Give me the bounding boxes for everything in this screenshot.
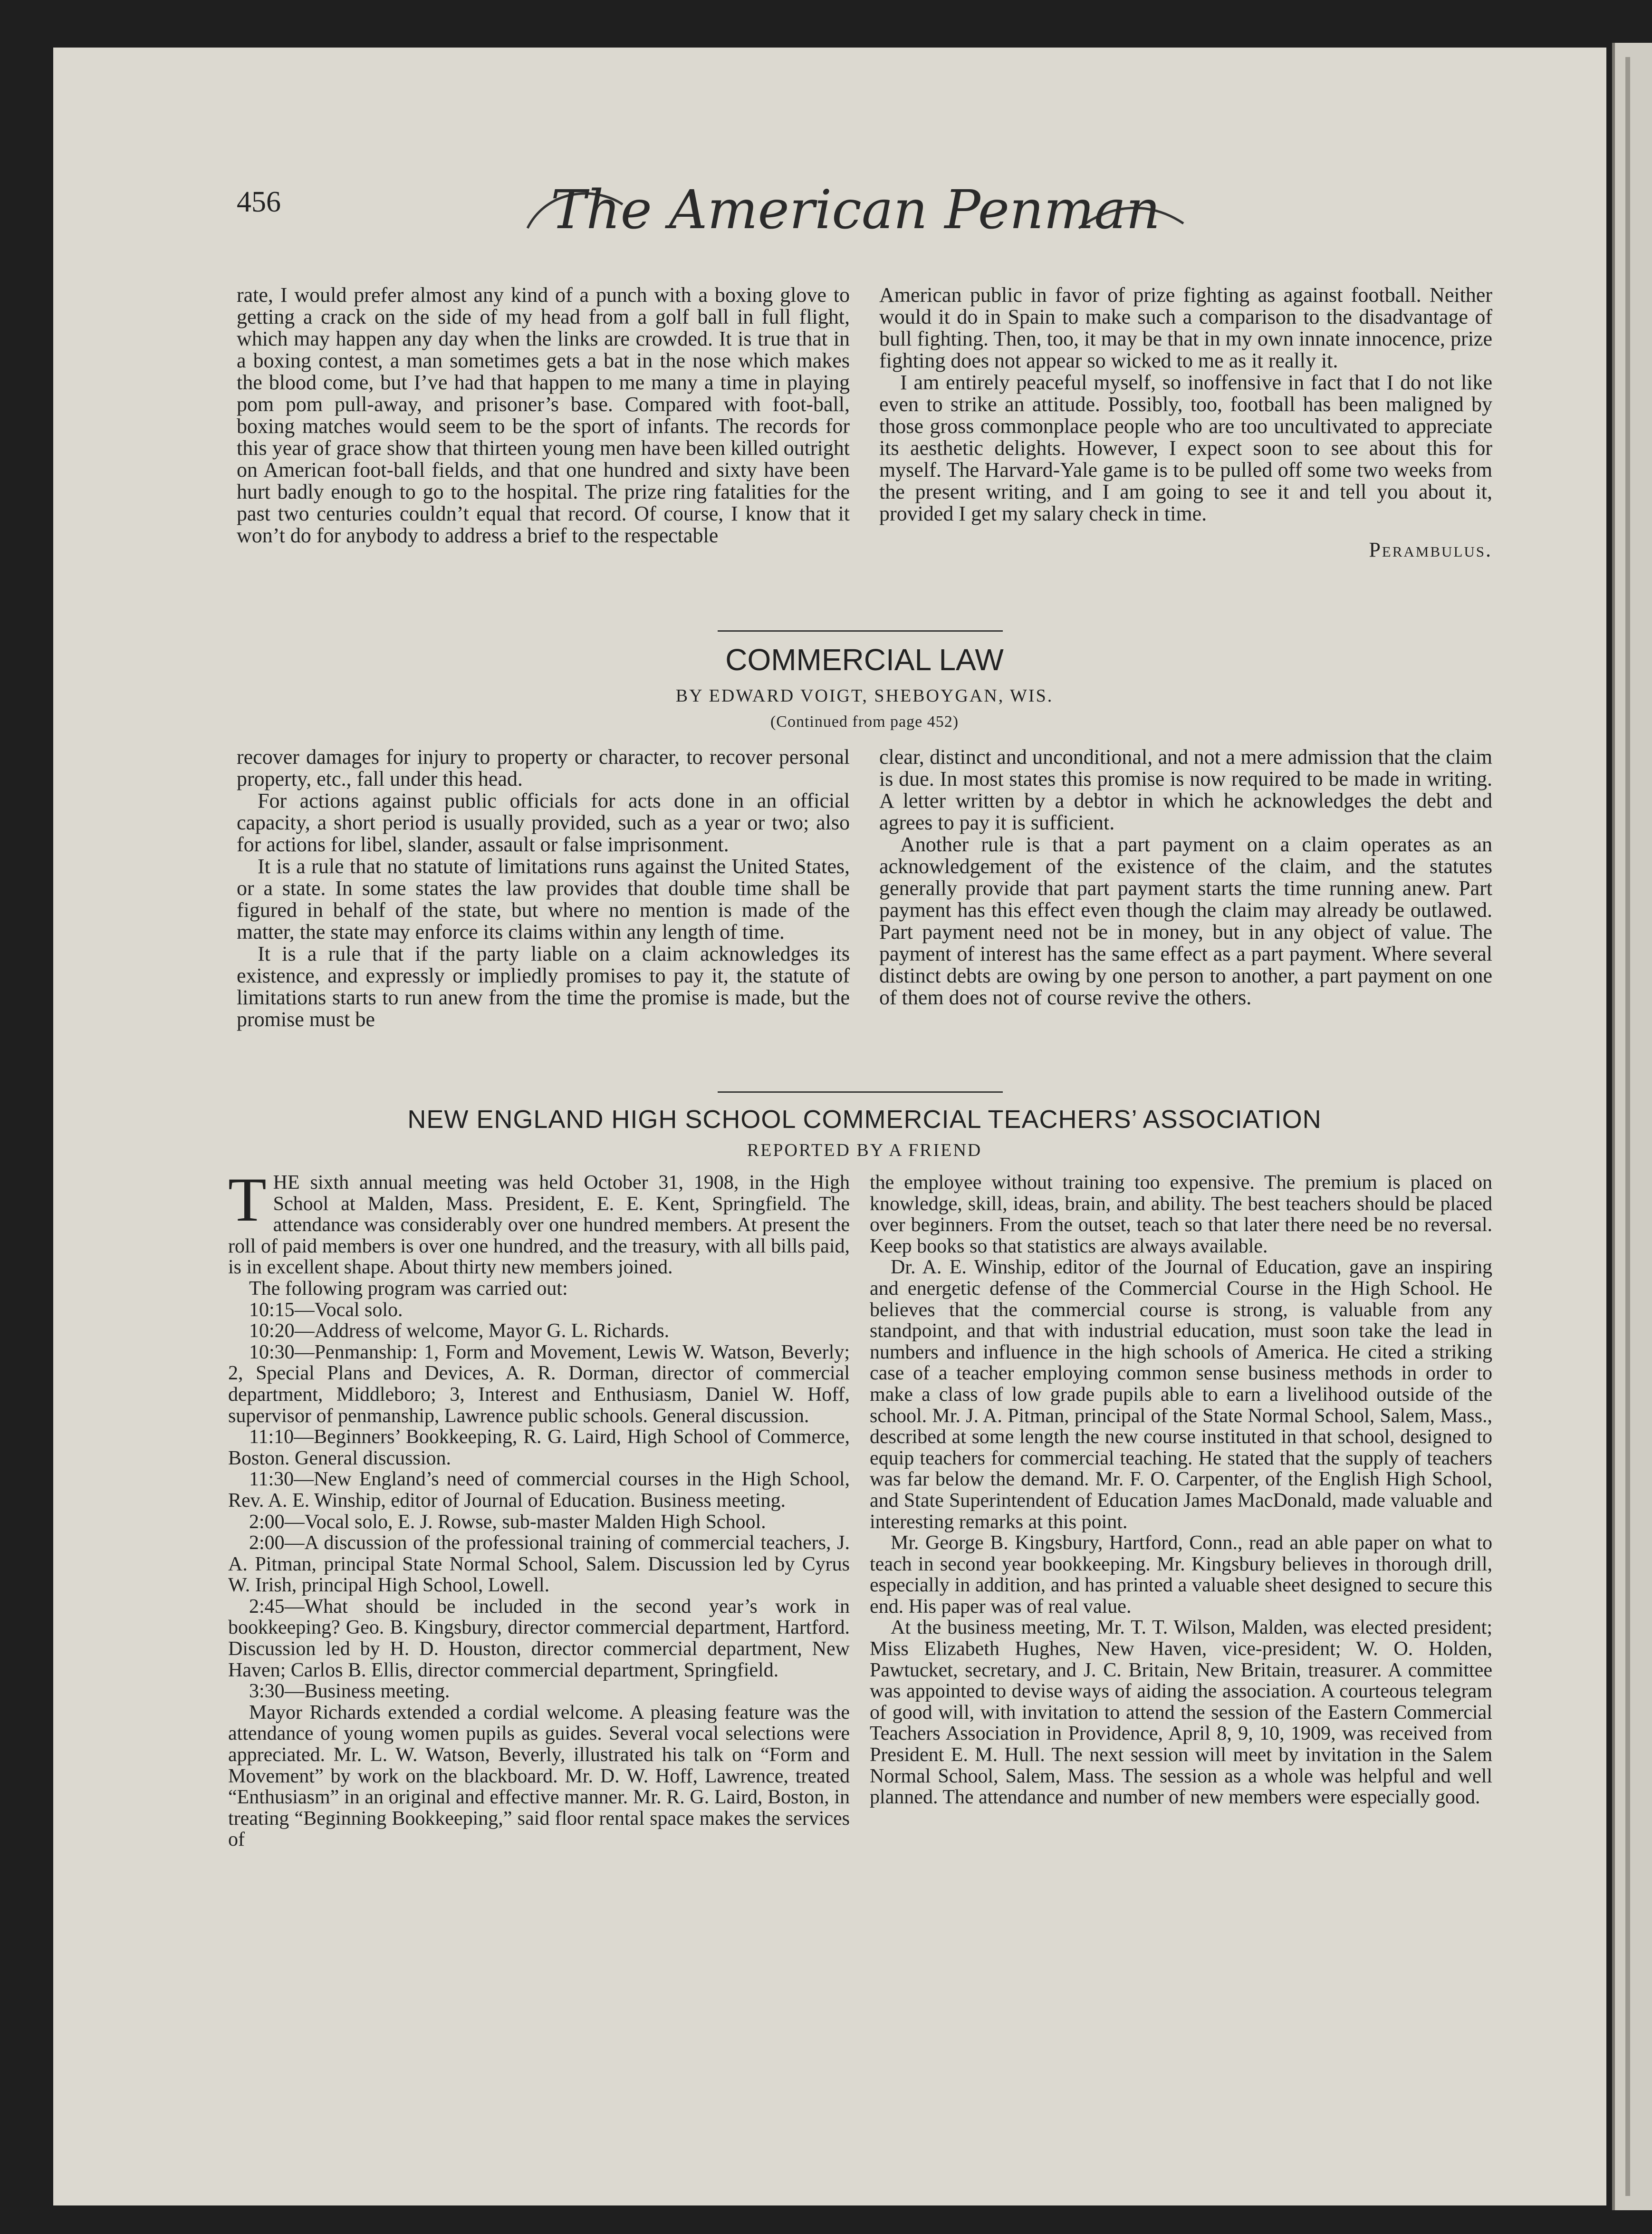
association-byline: REPORTED BY A FRIEND: [747, 1140, 982, 1160]
page-number: 456: [237, 186, 281, 218]
commercial-law-title: COMMERCIAL LAW: [725, 643, 1004, 677]
masthead-title: The American Penman: [550, 179, 1161, 241]
paragraph: the employee without training too expensive. The premium is placed on knowledge, skill, ideas, brain, and ability. The best teachers should be placed over beginners. From the outset, teach so that later there need be no reversal. Keep books so that statistics are always available.: [870, 1172, 1492, 1257]
commercial-law-left-column: [237, 746, 850, 1030]
program-item: 2:00—A discussion of the professional training of commercial teachers, J. A. Pitman, principal State Normal School, Salem. Discussion led by Cyrus W. Irish, principal High School, Lowell.: [228, 1532, 850, 1597]
association-right-column: [870, 1172, 1492, 1808]
program-item: 10:15—Vocal solo.: [249, 1299, 403, 1321]
paragraph: The following program was carried out:: [249, 1277, 568, 1300]
paragraph: It is a rule that if the party liable on a claim acknowledges its existence, and expressly or impliedly promises to pay it, the statute of limitations starts to run anew from the time the promise is made, but the promise must be: [237, 942, 850, 1031]
drop-cap: T: [228, 1165, 267, 1234]
paragraph: Mayor Richards extended a cordial welcome. A pleasing feature was the attendance of young women pupils as guides. Several vocal selections were appreciated. Mr. L. W. Watson, Beverly, illustrated his talk on “Form and Movement” by work on the blackboard. Mr. D. W. Hoff, Lawrence, treated “Enthusiasm” in an original and effective manner. Mr. R. G. Laird, Boston, in treating “Beginning Bookkeeping,” said floor rental space makes the services of: [228, 1701, 850, 1851]
program-item: 2:00—Vocal solo, E. J. Rowse, sub-master Malden High School.: [249, 1511, 766, 1533]
commercial-law-right-column: [879, 746, 1492, 1009]
program-item: 10:30—Penmanship: 1, Form and Movement, Lewis W. Watson, Beverly; 2, Special Plans and Devices, A. R. Dorman, director of commercial department, Middleboro; 3, Interest and Enthusiasm, Daniel W. Hoff, supervisor of penmanship, Lawrence public schools. General discussion.: [228, 1341, 850, 1427]
paragraph: clear, distinct and unconditional, and not a mere admission that the claim is due. In most states this promise is now required to be made in writing. A letter written by a debtor in which he acknowledges the debt and agrees to pay it is sufficient.: [879, 745, 1492, 834]
paragraph: I am entirely peaceful myself, so inoffensive in fact that I do not like even to strike an attitude. Possibly, too, football has been maligned by those gross commonplace people who are too uncultivated to appreciate its aesthetic delights. However, I expect soon to see about this for myself. The Harvard-Yale game is to be pulled off some two weeks from the present writing, and I am going to see it and tell you about it, provided I get my salary check in time.: [879, 371, 1492, 525]
program-item: 2:45—What should be included in the second year’s work in bookkeeping? Geo. B. Kingsbury, director commercial department, Hartford. Discussion led by H. D. Houston, director commercial department, New Haven; Carlos B. Ellis, director commercial department, Springfield.: [228, 1595, 850, 1681]
continued-note: (Continued from page 452): [770, 713, 959, 731]
masthead-logo: [518, 171, 1193, 257]
program-item: 11:30—New England’s need of commercial courses in the High School, Rev. A. E. Winship, editor of Journal of Education. Business meeting.: [228, 1468, 850, 1512]
paragraph: At the business meeting, Mr. T. T. Wilson, Malden, was elected president; Miss Elizabeth Hughes, New Haven, vice-president; W. O. Holden, Pawtucket, secretary, and J. C. Britain, New Britain, treasurer. A committee was appointed to devise ways of aiding the association. A courteous telegram of good will, with invitation to attend the session of the Eastern Commercial Teachers Association in Providence, April 8, 9, 10, 1909, was received from President E. M. Hull. The next session will meet by invitation in the Salem Normal School, Salem, Mass. The session as a whole was helpful and well planned. The attendance and number of new members were especially good.: [870, 1617, 1492, 1809]
opening-text: HE sixth annual meeting was held October 31, 1908, in the High School at Malden, Mass. President, E. E. Kent, Springfield. The attendance was considerably over one hundred members. At present the roll of paid members is over one hundred, and the treasury, with all bills paid, is in excellent shape. About thirty new members joined.: [228, 1172, 850, 1279]
paragraph: rate, I would prefer almost any kind of a punch with a boxing glove to getting a crack on the side of my head from a golf ball in full flight, which may happen any day when the links are crowded. It is true that in a boxing contest, a man sometimes gets a bat in the nose which makes the blood come, but I’ve had that happen to me many a time in playing pom pom pull-away, and prisoner’s base. Compared with foot-ball, boxing matches would seem to be the sport of infants. The records for this year of grace show that thirteen young men have been killed outright on American foot-ball fields, and that one hundred and sixty have been hurt badly enough to go to the hospital. The prize ring fatalities for the past two centuries couldn’t equal that record. Of course, I know that it won’t do for anybody to address a brief to the respectable: [237, 283, 850, 547]
paragraph: It is a rule that no statute of limitations runs against the United States, or a state. In some states the law provides that double time shall be figured in behalf of the state, but where no mention is made of the matter, the state may enforce its claims within any length of time.: [237, 855, 850, 944]
paragraph: Dr. A. E. Winship, editor of the Journal of Education, gave an inspiring and energetic defense of the Commercial Course in the High School. He believes that the commercial course is strong, is valuable from any standpoint, and that with industrial education, must soon take the lead in numbers and influence in the high schools of America. He cited a striking case of a teacher employing common sense business methods in order to make a class of low grade pupils able to earn a livelihood outside of the school. Mr. J. A. Pitman, principal of the State Normal School, Salem, Mass., described at some length the new course instituted in that school, designed to equip teachers for commercial teaching. He stated that the supply of teachers was far below the demand. Mr. F. O. Carpenter, of the English High School, and State Superintendent of Education James MacDonald, made valuable and interesting remarks at this point.: [870, 1256, 1492, 1533]
section-divider: [718, 1091, 1003, 1093]
paragraph: Another rule is that a part payment on a claim operates as an acknowledgement of the existence of the claim, and the statutes generally provide that part payment starts the time running anew. Part payment has this effect even though the claim may already be outlawed. Part payment need not be in money, but in any object of value. The payment of interest has the same effect as a part payment. Where several distinct debts are owing by one person to another, a part payment on one of them does not of course revive the others.: [879, 833, 1492, 1009]
paragraph: [228, 1165, 850, 1279]
section-divider: [718, 630, 1003, 632]
commercial-law-byline: BY EDWARD VOIGT, SHEBOYGAN, WIS.: [675, 686, 1054, 706]
signature: Perambulus.: [1369, 538, 1492, 561]
paragraph: For actions against public officials for acts done in an official capacity, a short period is usually provided, such as a year or two; also for actions for libel, slander, assault or false imprisonment.: [237, 789, 850, 856]
top-right-column: [879, 284, 1492, 561]
association-title: NEW ENGLAND HIGH SCHOOL COMMERCIAL TEACHERS’ ASSOCIATION: [407, 1105, 1322, 1134]
program-item: 3:30—Business meeting.: [249, 1680, 450, 1703]
association-left-column: [228, 1165, 850, 1851]
paragraph: Mr. George B. Kingsbury, Hartford, Conn., read an able paper on what to teach in second year bookkeeping. Mr. Kingsbury believes in thorough drill, especially in addition, and has printed a valuable sheet designed to secure this end. His paper was of real value.: [870, 1532, 1492, 1618]
program-item: 10:20—Address of welcome, Mayor G. L. Richards.: [249, 1320, 670, 1342]
paragraph: American public in favor of prize fighting as against football. Neither would it do in Spain to make such a comparison to the disadvantage of bull fighting. Then, too, it may be that in my own innate innocence, prize fighting does not appear so wicked to me as it really it.: [879, 283, 1492, 372]
top-left-column: [237, 284, 850, 547]
paragraph: recover damages for injury to property or character, to recover personal property, etc., fall under this head.: [237, 745, 850, 790]
program-item: 11:10—Beginners’ Bookkeeping, R. G. Laird, High School of Commerce, Boston. General discussion.: [228, 1426, 850, 1469]
